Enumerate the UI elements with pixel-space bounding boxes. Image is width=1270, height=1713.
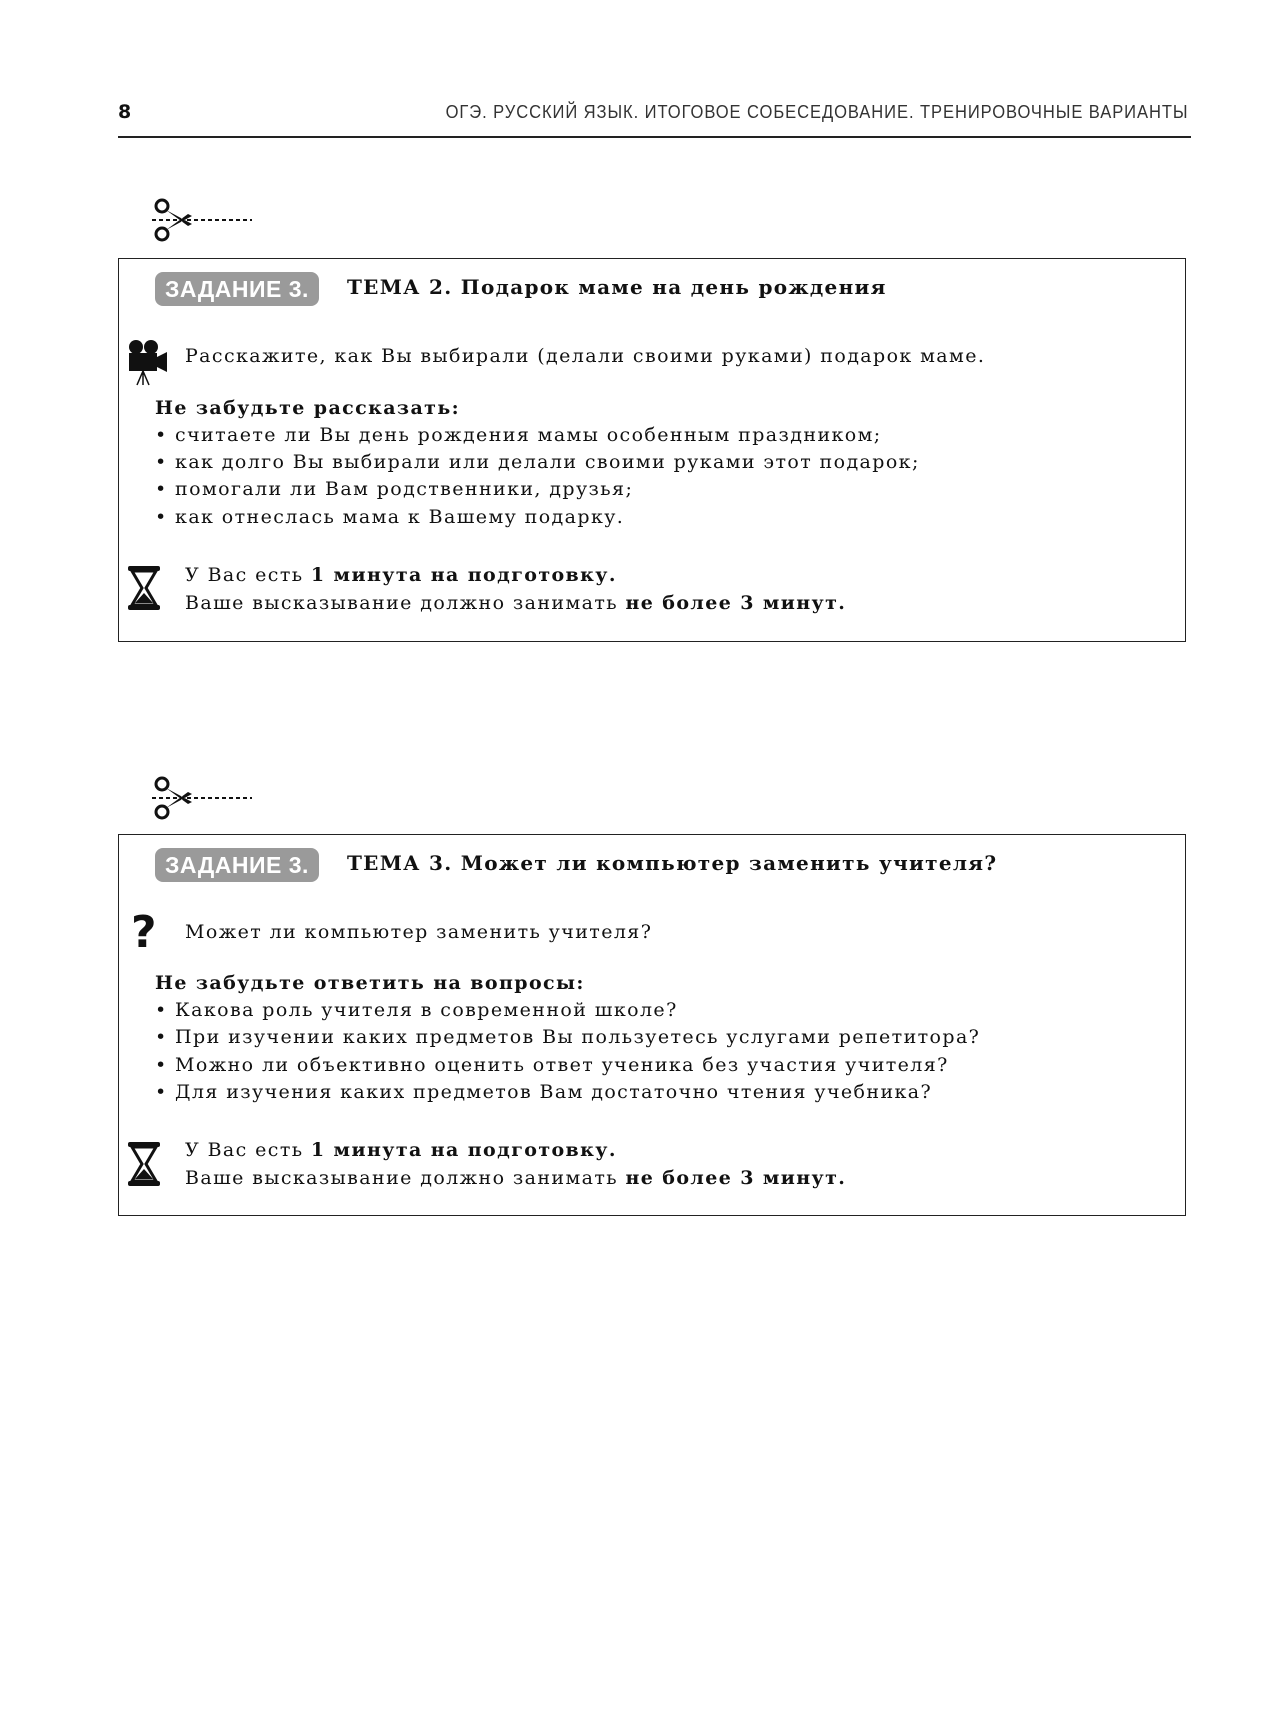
preparation-time: У Вас есть 1 минута на подготовку.	[185, 1139, 617, 1161]
task-prompt: Расскажите, как Вы выбирали (делали своими руками) подарок маме.	[185, 345, 986, 367]
answer-length: Ваше высказывание должно занимать не более 3 минут.	[185, 1167, 847, 1189]
list-item: • как отнеслась мама к Вашему подарку.	[155, 506, 625, 528]
movie-camera-icon	[127, 339, 169, 387]
task-badge: ЗАДАНИЕ 3.	[155, 272, 319, 306]
list-item: • Можно ли объективно оценить ответ ученика без участия учителя?	[155, 1054, 949, 1076]
preparation-time: У Вас есть 1 минута на подготовку.	[185, 564, 617, 586]
list-heading: Не забудьте ответить на вопросы:	[155, 972, 585, 994]
hourglass-icon	[127, 1141, 161, 1187]
list-item: • как долго Вы выбирали или делали своими руками этот подарок;	[155, 451, 920, 473]
task-badge: ЗАДАНИЕ 3.	[155, 848, 319, 882]
task-title: ТЕМА 2. Подарок маме на день рождения	[347, 275, 887, 299]
list-item: • Для изучения каких предметов Вам достаточно чтения учебника?	[155, 1081, 933, 1103]
scissors-cut-line-icon	[152, 198, 252, 242]
page-number: 8	[118, 101, 132, 123]
answer-length: Ваше высказывание должно занимать не более 3 минут.	[185, 592, 847, 614]
hourglass-icon	[127, 565, 161, 611]
running-header-title: ОГЭ. РУССКИЙ ЯЗЫК. ИТОГОВОЕ СОБЕСЕДОВАНИЕ. ТРЕНИРОВОЧНЫЕ ВАРИАНТЫ	[445, 102, 1188, 122]
list-item: • помогали ли Вам родственники, друзья;	[155, 478, 634, 500]
header-divider	[118, 136, 1191, 138]
list-item: • считаете ли Вы день рождения мамы особенным праздником;	[155, 424, 882, 446]
list-heading: Не забудьте рассказать:	[155, 397, 461, 419]
list-item: • При изучении каких предметов Вы пользуетесь услугами репетитора?	[155, 1026, 981, 1048]
task-prompt: Может ли компьютер заменить учителя?	[185, 921, 653, 943]
task-card-topic-3	[118, 834, 1186, 1216]
task-title: ТЕМА 3. Может ли компьютер заменить учителя?	[347, 851, 998, 875]
scissors-cut-line-icon	[152, 776, 252, 820]
list-item: • Какова роль учителя в современной школе?	[155, 999, 678, 1021]
task-card-topic-2	[118, 258, 1186, 642]
question-mark-icon: ?	[131, 907, 157, 958]
